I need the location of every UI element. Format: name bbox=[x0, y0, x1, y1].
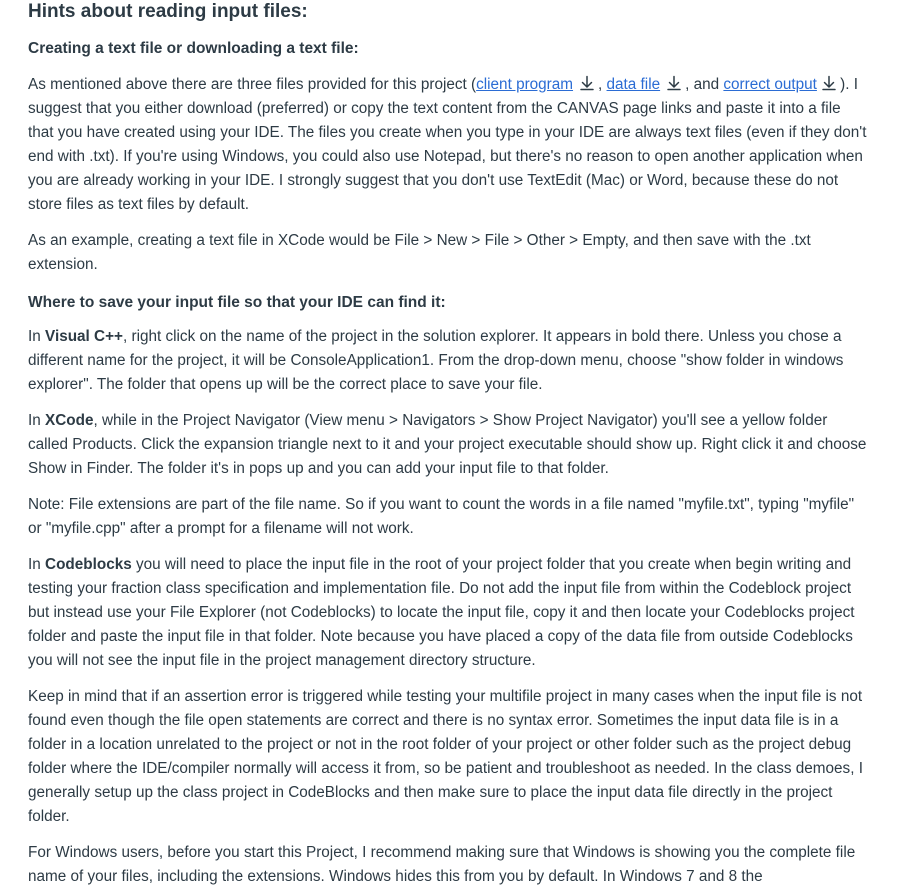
text-span: In bbox=[28, 556, 46, 573]
text-span: In bbox=[28, 328, 46, 345]
download-icon[interactable] bbox=[666, 75, 682, 91]
text-span: , right click on the name of the project in the solution explorer. It appears in bold there. Unless you chose a different name for the project, it will be ConsoleApplication1. From the drop-down menu, choose "show folder in windows explorer". The folder that opens up will be the correct place to save your file. bbox=[28, 328, 844, 393]
download-icon[interactable] bbox=[579, 75, 595, 91]
text-span: , while in the Project Navigator (View menu > Navigators > Show Project Navigator) you'll see a yellow folder called Products. Click the expansion triangle next to it and your project executable should show up. Right click it and choose Show in Finder. The folder it's in pops up and you can add your input file to that folder. bbox=[28, 412, 867, 477]
data-file-link[interactable]: data file bbox=[606, 76, 661, 93]
paragraph-xcode-example: As an example, creating a text file in XCode would be File > New > File > Other > Empty, and then save with the .txt extension. bbox=[28, 232, 811, 273]
text-span: As mentioned above there are three files provided for this project ( bbox=[28, 76, 477, 93]
ide-name-visual-cpp: Visual C++ bbox=[45, 328, 123, 345]
page-title: Hints about reading input files: bbox=[28, 1, 308, 22]
ide-name-xcode: XCode bbox=[45, 412, 94, 429]
text-span: In bbox=[28, 412, 46, 429]
download-icon[interactable] bbox=[821, 75, 837, 91]
paragraph-note-extensions: Note: File extensions are part of the file name. So if you want to count the words in a file named "myfile.txt", typing "myfile" or "myfile.cpp" after a prompt for a filename will not work. bbox=[28, 496, 855, 537]
paragraph-windows-users: For Windows users, before you start this Project, I recommend making sure that Windows is showing you the complete file name of your files, including the extensions. Windows hides this from you by default. In Windows 7 and 8 the bbox=[28, 844, 856, 885]
paragraph-visual-cpp bbox=[28, 325, 868, 397]
paragraph-codeblocks bbox=[28, 553, 868, 673]
paragraph-assertion-error: Keep in mind that if an assertion error is triggered while testing your multifile project in many cases when the input file is not found even though the file open statements are correct and there is no syntax error. Sometimes the input data file is in a folder in a location unrelated to the project or not in the root folder of your project or other folder such as the project debug folder where the IDE/compiler normally will access it from, so be patient and troubleshoot as needed. In the class demoes, I generally setup up the class project in CodeBlocks and then make sure to place the input data file directly in the project folder. bbox=[28, 688, 863, 825]
text-span: you will need to place the input file in the root of your project folder that you create when begin writing and testing your fraction class specification and implementation file. Do not add the input file from within the Codeblock project but instead use your File Explorer (not Codeblocks) to locate the input file, copy it and then locate your Codeblocks project folder and paste the input file in that folder. Note because you have placed a copy of the data file from outside Codeblocks you will not see the input file in the project management directory structure. bbox=[28, 556, 855, 669]
correct-output-link[interactable]: correct output bbox=[723, 76, 817, 93]
text-span: ). I suggest that you either download (preferred) or copy the text content from the CANVAS page links and paste it into a file that you have created using your IDE. The files you create when you type in your IDE are always text files (even if they don't end with .txt). If you're using Windows, you could also use Notepad, but there's no reason to open another application when you are already working in your IDE. I strongly suggest that you don't use TextEdit (Mac) or Word, because these do not store files as text files by default. bbox=[28, 76, 867, 213]
client-program-link[interactable]: client program bbox=[476, 76, 574, 93]
paragraph-files-provided bbox=[28, 73, 868, 217]
separator-text: , and bbox=[685, 76, 720, 93]
section-heading-where-to-save: Where to save your input file so that your IDE can find it: bbox=[28, 294, 446, 311]
ide-name-codeblocks: Codeblocks bbox=[45, 556, 132, 573]
separator-text: , bbox=[598, 76, 603, 93]
section-heading-creating: Creating a text file or downloading a text file: bbox=[28, 40, 359, 57]
paragraph-xcode bbox=[28, 409, 868, 481]
